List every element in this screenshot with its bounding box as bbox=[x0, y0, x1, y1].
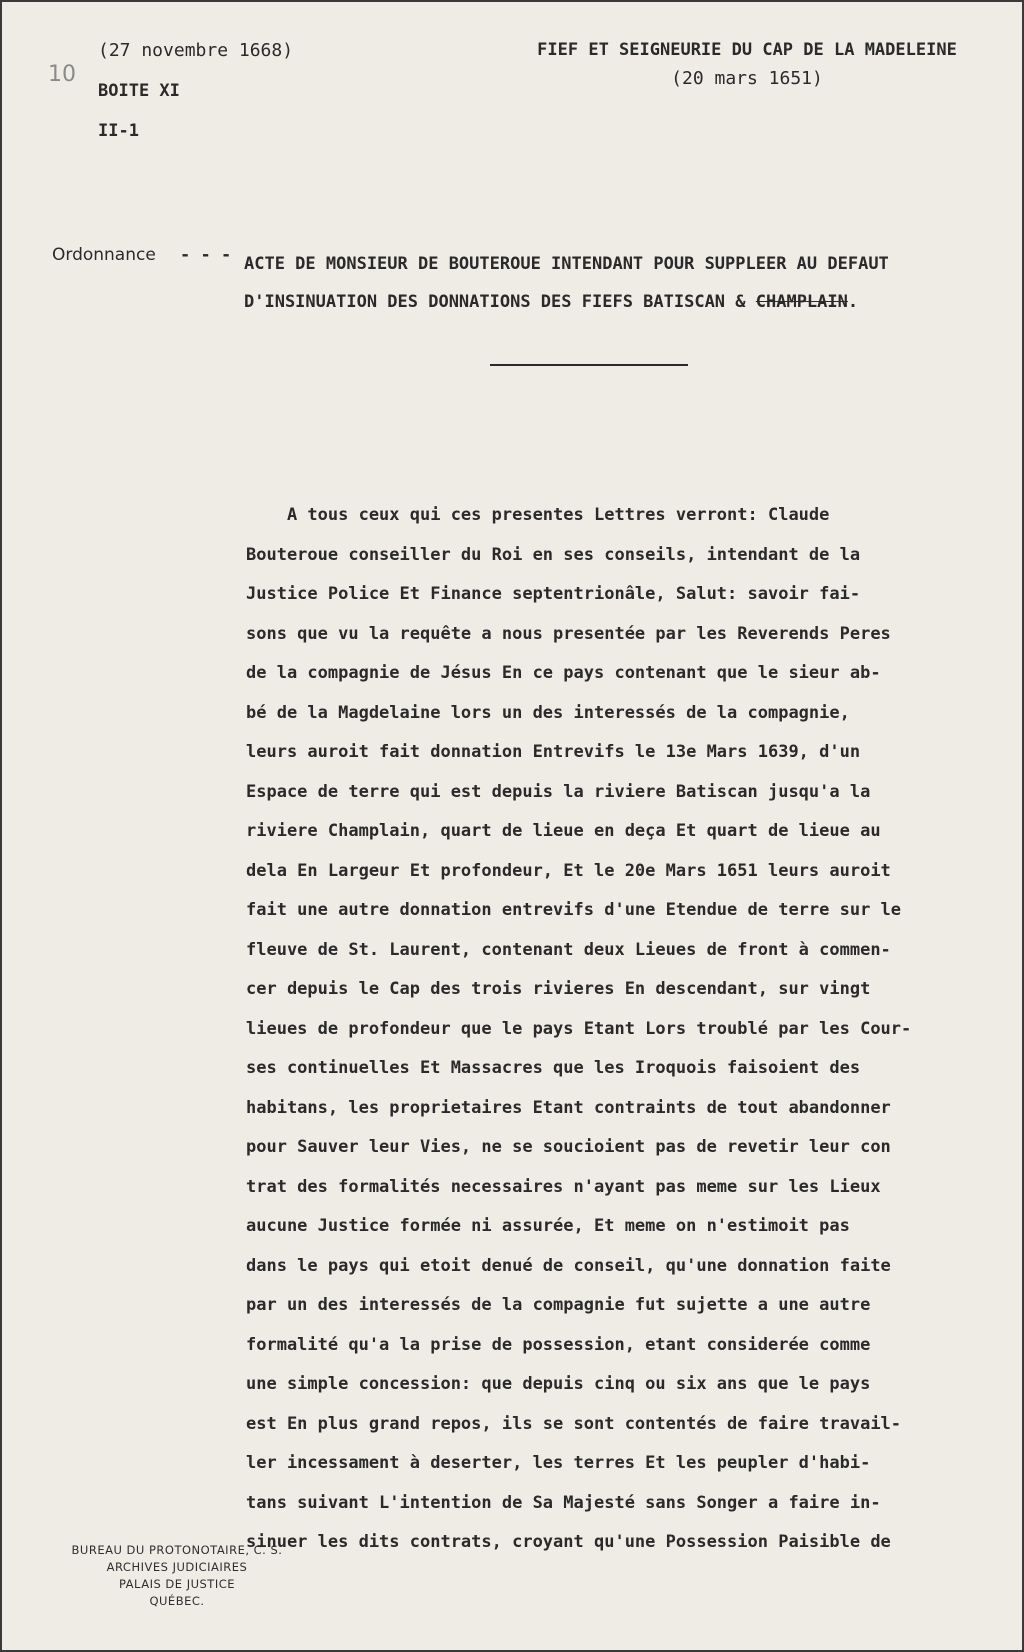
body-line: trat des formalités necessaires n'ayant pas meme sur les Lieux bbox=[246, 1176, 881, 1197]
ordonnance-dashes: - - - bbox=[180, 245, 232, 265]
document-title bbox=[244, 245, 984, 321]
body-line: Bouteroue conseiller du Roi en ses conseils, intendant de la bbox=[246, 544, 861, 565]
title-end: . bbox=[847, 292, 859, 312]
ordonnance-label: Ordonnance bbox=[52, 245, 156, 265]
archive-stamp bbox=[62, 1542, 292, 1610]
body-line: formalité qu'a la prise de possession, etant considerée comme bbox=[246, 1334, 871, 1355]
body-line: cer depuis le Cap des trois rivieres En descendant, sur vingt bbox=[246, 979, 871, 999]
body-line: Espace de terre qui est depuis la riviere Batiscan jusqu'a la bbox=[246, 781, 871, 802]
body-line: sinuer les dits contrats, croyant qu'une Possession Paisible de bbox=[246, 1532, 891, 1552]
title-line-2 bbox=[244, 283, 984, 321]
body-line: bé de la Magdelaine lors un des interessés de la compagnie, bbox=[246, 702, 850, 723]
stamp-line-4: QUÉBEC. bbox=[149, 1594, 205, 1608]
body-line: aucune Justice formée ni assurée, Et meme on n'estimoit pas bbox=[246, 1216, 850, 1236]
header-right bbox=[497, 40, 997, 89]
body-text bbox=[246, 496, 1006, 1563]
fief-title: FIEF ET SEIGNEURIE DU CAP DE LA MADELEINE bbox=[537, 40, 957, 60]
body-line: est En plus grand repos, ils se sont contentés de faire travail- bbox=[246, 1413, 902, 1434]
struck-word: CHAMPLAIN bbox=[755, 292, 848, 312]
body-line: sons que vu la requête a nous presentée par les Reverends Peres bbox=[246, 623, 891, 644]
header-left bbox=[98, 40, 293, 161]
body-line: pour Sauver leur Vies, ne se soucioient pas de revetir leur con bbox=[246, 1137, 891, 1157]
box-number: BOITE XI bbox=[98, 81, 180, 101]
body-line: fleuve de St. Laurent, contenant deux Lieues de front à commen- bbox=[246, 939, 891, 960]
stamp-line-1: BUREAU DU PROTONOTAIRE, C. S. bbox=[71, 1543, 283, 1557]
body-line: dans le pays qui etoit denué de conseil, qu'une donnation faite bbox=[246, 1255, 891, 1276]
body-line: ler incessament à deserter, les terres Et les peupler d'habi- bbox=[246, 1453, 871, 1473]
header-date-left: (27 novembre 1668) bbox=[98, 40, 294, 61]
stamp-line-3: PALAIS DE JUSTICE bbox=[118, 1577, 236, 1591]
title-line-1: ACTE DE MONSIEUR DE BOUTEROUE INTENDANT POUR SUPPLEER AU DEFAUT bbox=[244, 254, 889, 274]
file-reference: II-1 bbox=[98, 121, 139, 141]
title-underline-rule bbox=[490, 364, 688, 366]
body-line: habitans, les proprietaires Etant contraints de tout abandonner bbox=[246, 1097, 891, 1118]
title-line-2-text: D'INSINUATION DES DONNATIONS DES FIEFS BATISCAN & bbox=[244, 292, 756, 312]
body-line: A tous ceux qui ces presentes Lettres verront: Claude bbox=[246, 505, 830, 525]
body-line: par un des interessés de la compagnie fut sujette a une autre bbox=[246, 1295, 871, 1315]
body-line: ses continuelles Et Massacres que les Iroquois faisoient des bbox=[246, 1058, 861, 1078]
body-line: dela En Largeur Et profondeur, Et le 20e Mars 1651 leurs auroit bbox=[246, 860, 891, 881]
body-line: de la compagnie de Jésus En ce pays contenant que le sieur ab- bbox=[246, 663, 881, 683]
body-line: riviere Champlain, quart de lieue en deça Et quart de lieue au bbox=[246, 821, 881, 841]
margin-number: 10 bbox=[48, 62, 76, 87]
body-line: leurs auroit fait donnation Entrevifs le 13e Mars 1639, d'un bbox=[246, 742, 861, 762]
body-line: Justice Police Et Finance septentrionâle, Salut: savoir fai- bbox=[246, 584, 861, 604]
body-line: lieues de profondeur que le pays Etant Lors troublé par les Cour- bbox=[246, 1018, 912, 1039]
body-line: fait une autre donnation entrevifs d'une Etendue de terre sur le bbox=[246, 900, 902, 920]
stamp-line-2: ARCHIVES JUDICIAIRES bbox=[106, 1560, 248, 1574]
header-date-right: (20 mars 1651) bbox=[671, 68, 823, 89]
body-line: une simple concession: que depuis cinq ou six ans que le pays bbox=[246, 1374, 871, 1394]
body-line: tans suivant L'intention de Sa Majesté sans Songer a faire in- bbox=[246, 1492, 881, 1513]
